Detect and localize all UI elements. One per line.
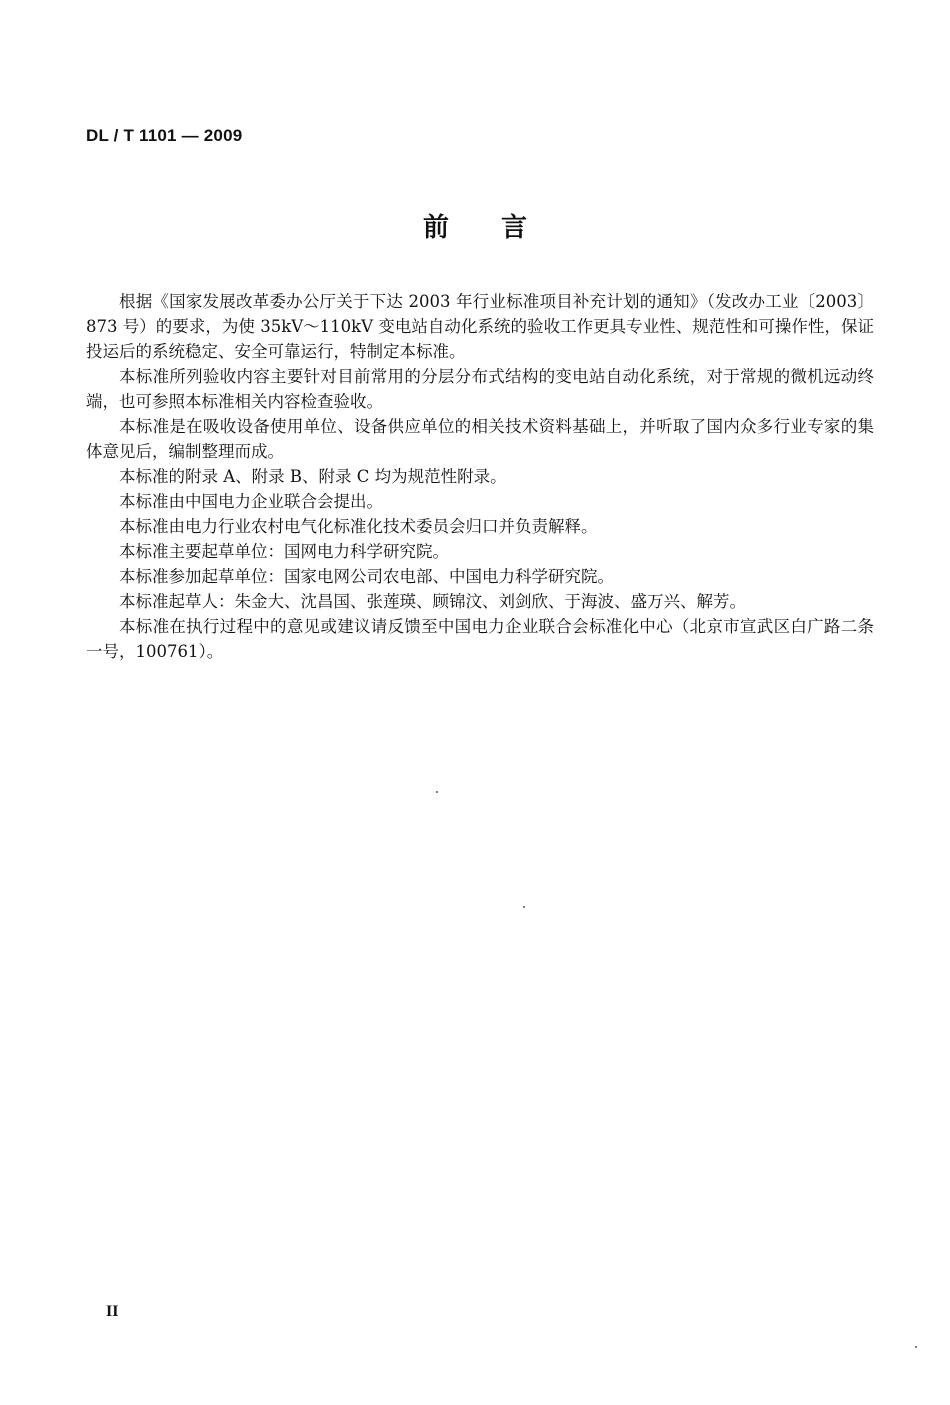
paragraph-1: 根据《国家发展改革委办公厅关于下达 2003 年行业标准项目补充计划的通知》（发改办工业〔2003〕873 号）的要求，为使 35kV～110kV 变电站自动化系统的验收工作更具专业性、规范性和可操作性，保证投运后的系统稳定、安全可靠运行，特制定本标准。: [86, 292, 874, 361]
page-number: II: [106, 1303, 119, 1320]
scan-speck: [436, 791, 438, 793]
paragraph-8: 本标准参加起草单位：国家电网公司农电部、中国电力科学研究院。: [119, 567, 614, 586]
paragraph-9: 本标准起草人：朱金大、沈昌国、张莲瑛、顾锦汶、刘剑欣、于海波、盛万兴、解芳。: [119, 592, 746, 611]
paragraph-3: 本标准是在吸收设备使用单位、设备供应单位的相关技术资料基础上，并听取了国内众多行业专家的集体意见后，编制整理而成。: [86, 417, 874, 461]
paragraph-2: 本标准所列验收内容主要针对目前常用的分层分布式结构的变电站自动化系统，对于常规的微机远动终端，也可参照本标准相关内容检查验收。: [86, 367, 874, 411]
standard-number: DL / T 1101 — 2009: [86, 126, 243, 145]
paragraph-10: 本标准在执行过程中的意见或建议请反馈至中国电力企业联合会标准化中心（北京市宣武区白广路二条一号，100761）。: [86, 617, 874, 661]
foreword-body: [86, 289, 874, 664]
paragraph-7: 本标准主要起草单位：国网电力科学研究院。: [119, 542, 449, 561]
paragraph-6: 本标准由电力行业农村电气化标准化技术委员会归口并负责解释。: [119, 517, 598, 536]
page-title: 前言: [422, 213, 579, 243]
paragraph-4: 本标准的附录 A、附录 B、附录 C 均为规范性附录。: [119, 467, 507, 486]
paragraph-5: 本标准由中国电力企业联合会提出。: [119, 492, 383, 511]
scan-speck: [915, 1346, 917, 1348]
scan-speck: [523, 906, 525, 908]
